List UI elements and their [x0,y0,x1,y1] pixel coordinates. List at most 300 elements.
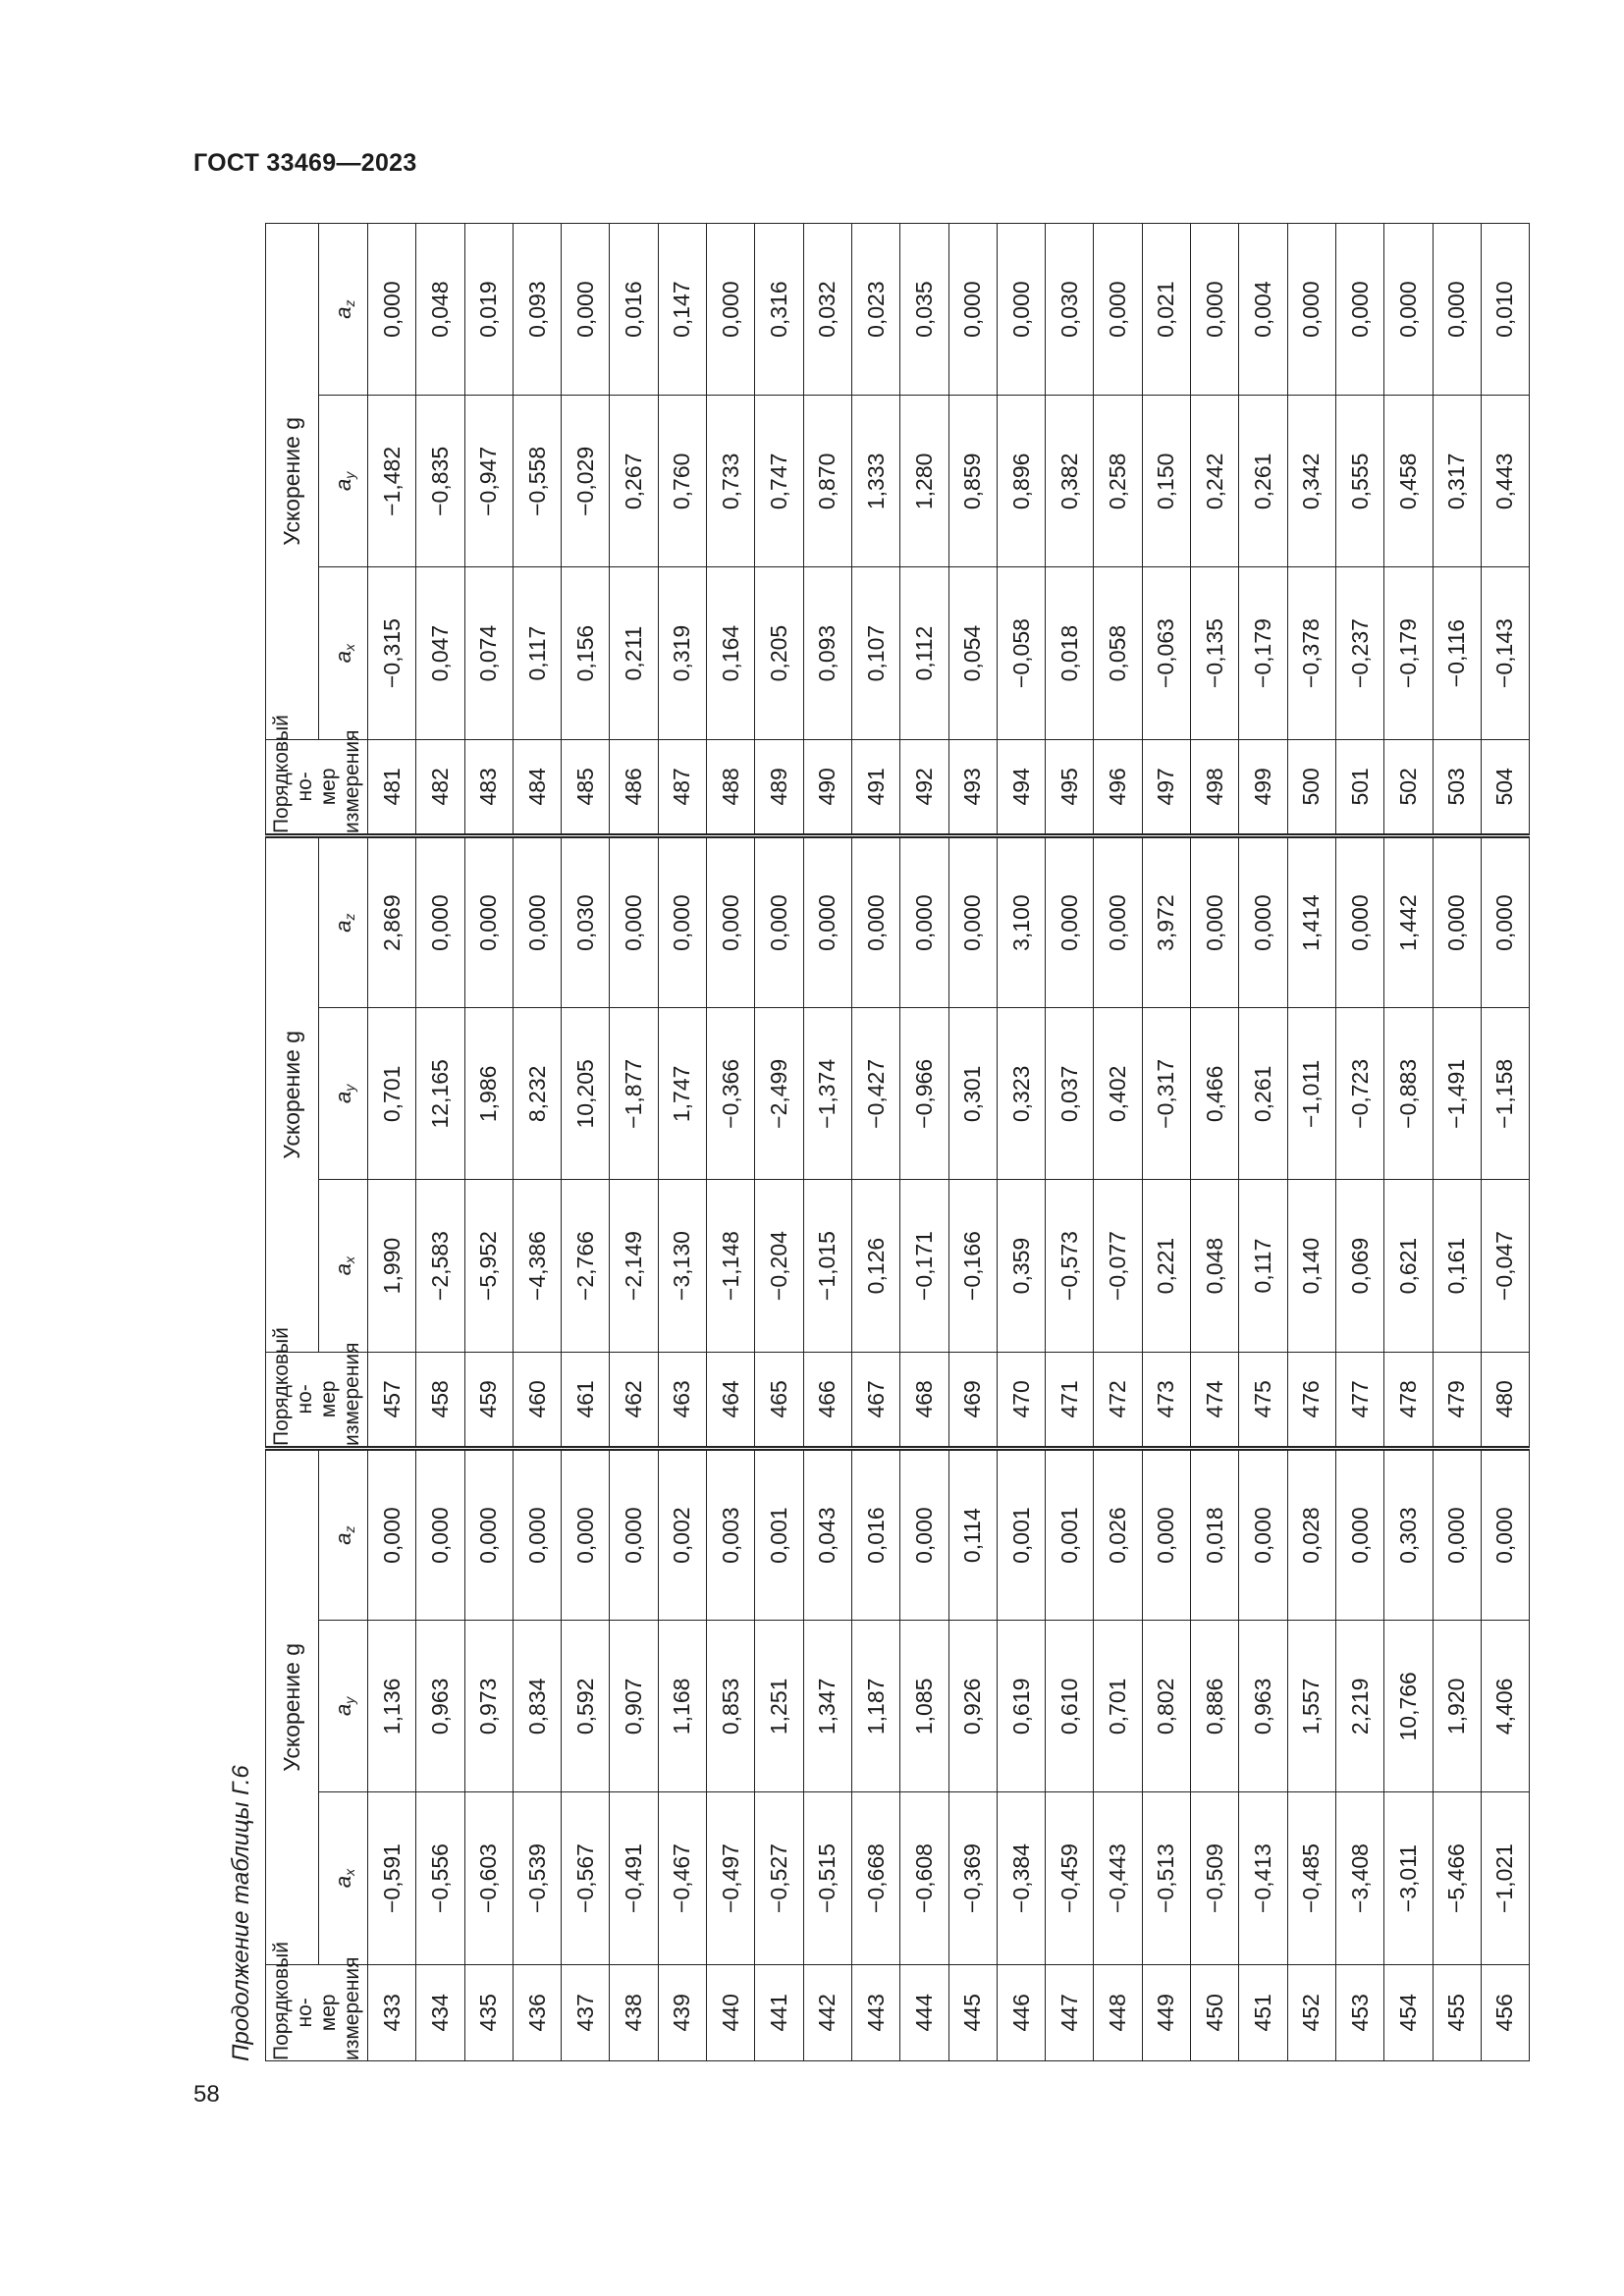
measurement-number-cell: 435 [464,1964,513,2060]
ax-cell: −2,583 [416,1180,464,1352]
measurement-number-cell: 483 [464,739,513,835]
ax-cell: −0,179 [1239,567,1287,739]
header-acceleration: Ускорение g [266,1449,319,1965]
measurement-number-cell: 484 [513,739,561,835]
table-row [464,224,513,2061]
table-row [755,224,803,2061]
az-cell: 0,316 [755,224,803,396]
az-cell: 0,016 [851,1449,899,1621]
measurement-number-cell: 485 [562,739,610,835]
measurement-number-cell: 442 [803,1964,851,2060]
ay-cell: −1,877 [610,1008,658,1180]
az-cell: 0,010 [1481,224,1529,396]
measurement-number-cell: 443 [851,1964,899,2060]
az-cell: 0,000 [464,1449,513,1621]
table-row [658,224,706,2061]
measurement-number-cell: 454 [1384,1964,1433,2060]
ax-cell: 0,221 [1142,1180,1190,1352]
ax-cell: 0,140 [1287,1180,1335,1352]
az-cell: 0,000 [513,1449,561,1621]
ax-cell: 0,047 [416,567,464,739]
az-cell: 0,026 [1094,1449,1142,1621]
ay-cell: −0,883 [1384,1008,1433,1180]
az-cell: 0,000 [948,224,997,396]
az-cell: 0,000 [1239,836,1287,1008]
ay-cell: 0,733 [707,396,755,567]
az-cell: 0,000 [1287,224,1335,396]
az-cell: 0,000 [1094,836,1142,1008]
measurement-number-cell: 439 [658,1964,706,2060]
ay-cell: 1,333 [851,396,899,567]
az-cell: 0,000 [1046,836,1094,1008]
ay-cell: 1,136 [368,1621,416,1792]
ay-cell: −0,427 [851,1008,899,1180]
ay-cell: 0,870 [803,396,851,567]
ay-cell: −0,966 [900,1008,948,1180]
ay-cell: 8,232 [513,1008,561,1180]
ay-cell: 0,853 [707,1621,755,1792]
ax-cell: −0,058 [997,567,1045,739]
ax-cell: 0,621 [1384,1180,1433,1352]
az-cell: 0,303 [1384,1449,1433,1621]
ax-cell: −0,116 [1433,567,1481,739]
ay-cell: −0,835 [416,396,464,567]
table-row [1481,224,1529,2061]
ay-cell: −1,158 [1481,1008,1529,1180]
az-cell: 0,093 [513,224,561,396]
ax-cell: −5,952 [464,1180,513,1352]
table-row [851,224,899,2061]
ay-cell: 1,280 [900,396,948,567]
ax-cell: −0,077 [1094,1180,1142,1352]
ay-cell: 0,610 [1046,1621,1094,1792]
symbol-base: a [330,1091,355,1103]
symbol-subscript: y [341,1084,357,1092]
measurement-number-cell: 466 [803,1352,851,1448]
measurement-number-cell: 491 [851,739,899,835]
header-ax [319,567,368,739]
symbol-subscript: y [341,471,357,479]
ay-cell: 10,205 [562,1008,610,1180]
ay-cell: 0,443 [1481,396,1529,567]
header-az [319,224,368,396]
measurement-number-cell: 455 [1433,1964,1481,2060]
az-cell: 0,000 [1433,224,1481,396]
ax-cell: −0,591 [368,1792,416,1964]
measurement-number-cell: 493 [948,739,997,835]
ax-cell: 0,319 [658,567,706,739]
measurement-number-cell: 456 [1481,1964,1529,2060]
measurement-number-cell: 460 [513,1352,561,1448]
az-cell: 0,000 [562,1449,610,1621]
ay-cell: 1,347 [803,1621,851,1792]
az-cell: 0,000 [610,1449,658,1621]
table-body [368,224,1530,2061]
az-cell: 0,000 [513,836,561,1008]
ay-cell: 0,323 [997,1008,1045,1180]
ay-cell: 1,920 [1433,1621,1481,1792]
ax-cell: −0,047 [1481,1180,1529,1352]
measurement-number-cell: 475 [1239,1352,1287,1448]
az-cell: 0,048 [416,224,464,396]
ay-cell: 0,701 [1094,1621,1142,1792]
az-cell: 0,000 [610,836,658,1008]
symbol-subscript: x [341,1255,357,1263]
ax-cell: 0,164 [707,567,755,739]
az-cell: 0,000 [851,836,899,1008]
measurement-number-cell: 480 [1481,1352,1529,1448]
symbol-subscript: x [341,643,357,651]
table-row [948,224,997,2061]
ax-cell: −0,491 [610,1792,658,1964]
measurement-number-cell: 500 [1287,739,1335,835]
ax-cell: −0,369 [948,1792,997,1964]
ay-cell: 0,402 [1094,1008,1142,1180]
ax-cell: −0,515 [803,1792,851,1964]
measurement-number-cell: 461 [562,1352,610,1448]
az-cell: 0,000 [368,224,416,396]
symbol-base: a [330,920,355,933]
ay-cell: 1,085 [900,1621,948,1792]
measurement-number-cell: 503 [1433,739,1481,835]
measurement-table [265,223,1530,2061]
page-number: 58 [193,2081,220,2108]
ax-cell: −0,063 [1142,567,1190,739]
ay-cell: 0,261 [1239,396,1287,567]
ax-cell: −0,608 [900,1792,948,1964]
measurement-number-cell: 444 [900,1964,948,2060]
ay-cell: 1,557 [1287,1621,1335,1792]
az-cell: 1,414 [1287,836,1335,1008]
ay-cell: 12,165 [416,1008,464,1180]
az-cell: 0,000 [707,224,755,396]
az-cell: 0,000 [707,836,755,1008]
ay-cell: 2,219 [1335,1621,1383,1792]
ay-cell: −1,374 [803,1008,851,1180]
az-cell: 0,000 [1433,836,1481,1008]
ax-cell: 0,069 [1335,1180,1383,1352]
measurement-number-cell: 489 [755,739,803,835]
ax-cell: −0,413 [1239,1792,1287,1964]
measurement-number-cell: 495 [1046,739,1094,835]
ax-cell: −5,466 [1433,1792,1481,1964]
measurement-number-cell: 453 [1335,1964,1383,2060]
ay-cell: −0,558 [513,396,561,567]
az-cell: 0,000 [1239,1449,1287,1621]
measurement-number-cell: 482 [416,739,464,835]
measurement-number-cell: 499 [1239,739,1287,835]
table-row [513,224,561,2061]
table-row [1094,224,1142,2061]
measurement-number-cell: 465 [755,1352,803,1448]
table-row [416,224,464,2061]
measurement-number-cell: 481 [368,739,416,835]
measurement-number-cell: 433 [368,1964,416,2060]
ax-cell: −0,443 [1094,1792,1142,1964]
ay-cell: −1,482 [368,396,416,567]
az-cell: 0,000 [416,1449,464,1621]
ax-cell: −0,556 [416,1792,464,1964]
measurement-number-cell: 486 [610,739,658,835]
az-cell: 0,114 [948,1449,997,1621]
az-cell: 0,000 [1191,224,1239,396]
ay-cell: 1,168 [658,1621,706,1792]
ay-cell: 0,907 [610,1621,658,1792]
az-cell: 0,000 [368,1449,416,1621]
measurement-number-cell: 470 [997,1352,1045,1448]
measurement-number-cell: 452 [1287,1964,1335,2060]
ax-cell: −0,143 [1481,567,1529,739]
az-cell: 0,018 [1191,1449,1239,1621]
ax-cell: −0,384 [997,1792,1045,1964]
measurement-number-cell: 448 [1094,1964,1142,2060]
az-cell: 0,001 [755,1449,803,1621]
measurement-number-cell: 463 [658,1352,706,1448]
measurement-number-cell: 488 [707,739,755,835]
ax-cell: −1,021 [1481,1792,1529,1964]
ay-cell: 1,986 [464,1008,513,1180]
header-az [319,836,368,1008]
ay-cell: 0,037 [1046,1008,1094,1180]
measurement-number-cell: 478 [1384,1352,1433,1448]
ax-cell: 0,359 [997,1180,1045,1352]
measurement-number-cell: 436 [513,1964,561,2060]
table-row [1142,224,1190,2061]
symbol-subscript: z [341,1525,357,1533]
az-cell: 0,000 [1481,1449,1529,1621]
ay-cell: 0,834 [513,1621,561,1792]
az-cell: 3,972 [1142,836,1190,1008]
ax-cell: 0,018 [1046,567,1094,739]
ay-cell: −0,947 [464,396,513,567]
ay-cell: 0,760 [658,396,706,567]
ay-cell: 0,802 [1142,1621,1190,1792]
ax-cell: −0,567 [562,1792,610,1964]
table-row [1384,224,1433,2061]
az-cell: 0,000 [1191,836,1239,1008]
symbol-subscript: z [341,913,357,921]
az-cell: 0,000 [1142,1449,1190,1621]
ay-cell: 0,267 [610,396,658,567]
ax-cell: 0,048 [1191,1180,1239,1352]
ay-cell: 0,458 [1384,396,1433,567]
ay-cell: 0,466 [1191,1008,1239,1180]
table-row [1191,224,1239,2061]
ax-cell: −3,408 [1335,1792,1383,1964]
ax-cell: −3,130 [658,1180,706,1352]
ay-cell: 0,859 [948,396,997,567]
document-code: ГОСТ 33469—2023 [193,149,417,177]
az-cell: 0,000 [997,224,1045,396]
measurement-number-cell: 437 [562,1964,610,2060]
ax-cell: −0,171 [900,1180,948,1352]
measurement-number-cell: 497 [1142,739,1190,835]
ax-cell: −1,015 [803,1180,851,1352]
ay-cell: 0,150 [1142,396,1190,567]
ax-cell: 0,074 [464,567,513,739]
az-cell: 0,000 [1384,224,1433,396]
az-cell: 0,016 [610,224,658,396]
az-cell: 0,001 [997,1449,1045,1621]
ax-cell: −0,135 [1191,567,1239,739]
symbol-base: a [330,650,355,664]
ay-cell: 0,926 [948,1621,997,1792]
table-row [707,224,755,2061]
az-cell: 0,002 [658,1449,706,1621]
ay-cell: −1,491 [1433,1008,1481,1180]
ay-cell: 0,258 [1094,396,1142,567]
ax-cell: −0,509 [1191,1792,1239,1964]
ax-cell: 0,156 [562,567,610,739]
measurement-number-cell: 462 [610,1352,658,1448]
header-acceleration: Ускорение g [266,836,319,1353]
header-ay [319,1008,368,1180]
ax-cell: −0,485 [1287,1792,1335,1964]
az-cell: 0,032 [803,224,851,396]
table-row [368,224,416,2061]
az-cell: 0,000 [900,836,948,1008]
az-cell: 0,023 [851,224,899,396]
table-row [1433,224,1481,2061]
az-cell: 0,000 [1481,836,1529,1008]
ax-cell: 0,126 [851,1180,899,1352]
ax-cell: −2,766 [562,1180,610,1352]
measurement-number-cell: 464 [707,1352,755,1448]
table-row [997,224,1045,2061]
ax-cell: −0,204 [755,1180,803,1352]
ay-cell: −0,366 [707,1008,755,1180]
az-cell: 0,001 [1046,1449,1094,1621]
ax-cell: −0,467 [658,1792,706,1964]
ay-cell: 0,301 [948,1008,997,1180]
ax-cell: −3,011 [1384,1792,1433,1964]
symbol-base: a [330,1875,355,1889]
measurement-number-cell: 468 [900,1352,948,1448]
ay-cell: 10,766 [1384,1621,1433,1792]
ay-cell: 0,317 [1433,396,1481,567]
ay-cell: 0,747 [755,396,803,567]
table-row [562,224,610,2061]
az-cell: 0,028 [1287,1449,1335,1621]
symbol-base: a [330,1532,355,1545]
az-cell: 0,000 [900,1449,948,1621]
ax-cell: 0,058 [1094,567,1142,739]
header-ax [319,1792,368,1964]
table-row [1046,224,1094,2061]
measurement-number-cell: 476 [1287,1352,1335,1448]
measurement-number-cell: 446 [997,1964,1045,2060]
ax-cell: −0,603 [464,1792,513,1964]
rotated-table-area [228,223,1518,2061]
measurement-number-cell: 472 [1094,1352,1142,1448]
measurement-number-cell: 451 [1239,1964,1287,2060]
ay-cell: 0,701 [368,1008,416,1180]
header-row-sub [319,224,368,2061]
measurement-number-cell: 449 [1142,1964,1190,2060]
az-cell: 0,000 [1335,224,1383,396]
az-cell: 2,869 [368,836,416,1008]
measurement-number-cell: 469 [948,1352,997,1448]
az-cell: 0,000 [1433,1449,1481,1621]
ax-cell: 0,093 [803,567,851,739]
measurement-number-cell: 474 [1191,1352,1239,1448]
ay-cell: −0,723 [1335,1008,1383,1180]
ay-cell: 4,406 [1481,1621,1529,1792]
ay-cell: 0,896 [997,396,1045,567]
measurement-number-cell: 479 [1433,1352,1481,1448]
ax-cell: −0,527 [755,1792,803,1964]
ax-cell: −0,459 [1046,1792,1094,1964]
az-cell: 0,003 [707,1449,755,1621]
az-cell: 0,147 [658,224,706,396]
symbol-subscript: z [341,299,357,307]
az-cell: 0,000 [562,224,610,396]
table-caption: Продолжение таблицы Г.6 [228,1765,254,2061]
az-cell: 3,100 [997,836,1045,1008]
measurement-number-cell: 467 [851,1352,899,1448]
table-row [803,224,851,2061]
ax-cell: −1,148 [707,1180,755,1352]
ax-cell: 0,054 [948,567,997,739]
header-ay [319,396,368,567]
az-cell: 0,043 [803,1449,851,1621]
az-cell: 0,000 [803,836,851,1008]
ax-cell: −4,386 [513,1180,561,1352]
ax-cell: −0,179 [1384,567,1433,739]
table-row [1239,224,1287,2061]
measurement-number-cell: 438 [610,1964,658,2060]
ay-cell: −0,029 [562,396,610,567]
measurement-number-cell: 498 [1191,739,1239,835]
header-az [319,1449,368,1621]
ax-cell: −0,573 [1046,1180,1094,1352]
measurement-number-cell: 504 [1481,739,1529,835]
measurement-number-cell: 440 [707,1964,755,2060]
ax-cell: −0,315 [368,567,416,739]
az-cell: 0,021 [1142,224,1190,396]
measurement-number-cell: 496 [1094,739,1142,835]
ax-cell: −0,539 [513,1792,561,1964]
measurement-number-cell: 459 [464,1352,513,1448]
ax-cell: 0,117 [513,567,561,739]
ay-cell: −2,499 [755,1008,803,1180]
measurement-number-cell: 477 [1335,1352,1383,1448]
measurement-number-cell: 441 [755,1964,803,2060]
symbol-base: a [330,1262,355,1276]
ay-cell: 0,963 [1239,1621,1287,1792]
header-acceleration: Ускорение g [266,224,319,740]
header-ay [319,1621,368,1792]
measurement-number-cell: 471 [1046,1352,1094,1448]
ax-cell: 1,990 [368,1180,416,1352]
header-row-top [266,224,319,2061]
header-ax [319,1180,368,1352]
ay-cell: 1,747 [658,1008,706,1180]
ay-cell: 0,973 [464,1621,513,1792]
ax-cell: 0,211 [610,567,658,739]
az-cell: 0,000 [948,836,997,1008]
header-measurement-number: Порядковый но- мер измерения [266,1352,368,1448]
az-cell: 0,035 [900,224,948,396]
table-row [900,224,948,2061]
az-cell: 0,000 [1335,1449,1383,1621]
table-row [1335,224,1383,2061]
ay-cell: 1,251 [755,1621,803,1792]
ax-cell: −0,166 [948,1180,997,1352]
header-measurement-number: Порядковый но- мер измерения [266,739,368,835]
az-cell: 0,030 [562,836,610,1008]
measurement-number-cell: 445 [948,1964,997,2060]
